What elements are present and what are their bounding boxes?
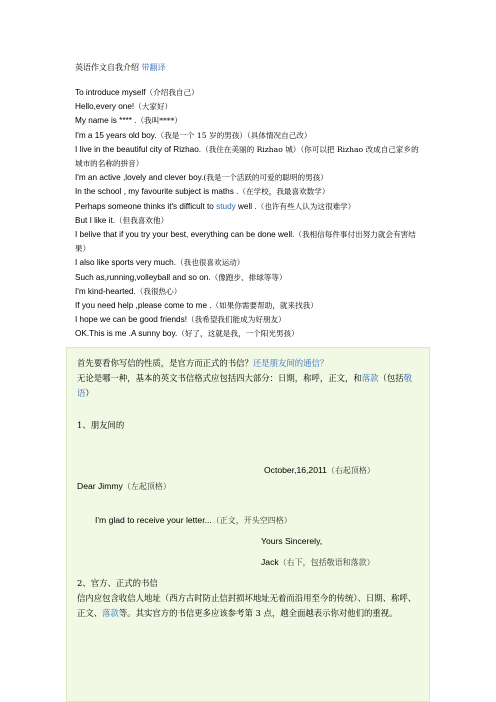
friend-letter-link[interactable]: 还是朋友间的通信？ [252,358,329,368]
line-11: I also like sports very much.（我也很喜欢运动） [75,258,245,268]
line-12: Such as,running,volleyball and so on.（像跑步、排球等等） [75,272,287,282]
closing-link[interactable]: 落款 [361,372,379,383]
section-1-heading: 1、朋友间的 [77,420,125,430]
letter-intro-1: 首先要看你写信的性质，是官方而正式的书信？还是朋友间的通信？ [77,358,329,368]
line-4: I'm a 15 years old boy.（我是一个 15 岁的男孩）（具体情况自己改） [75,130,312,140]
letter-format-content [77,356,421,400]
honorific-link[interactable]: 敬语 [77,372,412,398]
sign-honorific-link[interactable]: 敬语 [326,558,343,567]
line-6: I'm an active ,lovely and clever boy.(我是一个活跃的可爱的聪明的男孩） [75,173,328,183]
section-2-body: 信内应包含收信人地址（西方古时防止信封损坏地址无着而沿用至今的传统）、日期、称呼、正文、落款等。其实官方的书信更多应该参考第 3 点，越全面越表示你对他们的重视。 [77,593,417,618]
letter-date: October,16,2011（右起顶格） [264,465,375,475]
letter-signature: Jack（右下，包括敬语和落款） [261,557,375,567]
line-15: I hope we can be good friends!（我希望我们能成为好朋友） [75,315,286,325]
line-10: I belive that if you try your best, everything can be done well.（我相信每件事付出努力就会有害结果） [75,230,416,254]
s2-closing-link[interactable]: 落款 [102,607,119,618]
line-1: To introduce myself（介绍我自己） [75,88,199,97]
document-title [75,62,166,73]
section-2-heading: 2、官方、正式的书信 [77,578,158,588]
letter-body: I'm glad to receive your letter...（正文，开头空四格） [95,515,292,525]
line-8: Perhaps someone thinks it's difficult to study well .（也许有些人认为这很难学） [75,201,356,211]
letter-format-box [66,347,430,702]
line-5: I live in the beautiful city of Rizhao.（我住在美丽的 Rizhao 城）（你可以把 Rizhao 改成自己家乡的城市的名称的拼音） [75,144,419,169]
title-text: 英语作文自我介绍 [75,63,139,72]
sign-closing-link[interactable]: 落款 [350,558,367,567]
letter-salutation: Dear Jimmy（左起顶格） [77,481,171,491]
line-14: If you need help ,please come to me .（如果你需要帮助，就来找我） [75,301,318,311]
line-13: I'm kind-hearted.（我很热心） [75,286,182,296]
line-3: My name is **** .（我叫****） [75,116,182,126]
letter-intro-2: 无论是哪一种，基本的英文书信格式应包括四大部分：日期，称呼，正文，和落款（包括敬语） [77,372,412,398]
intro-lines [75,86,425,342]
line-7: In the school , my favourite subject is maths .（在学校，我最喜欢数学） [75,187,330,197]
study-link[interactable]: study [216,201,236,211]
line-9: But I like it.（但我喜欢他） [75,215,169,225]
line-2: Hello,every one!（大家好） [75,102,173,112]
title-link[interactable]: 带翻译 [141,63,166,72]
letter-closing: Yours Sincerely, [261,536,323,546]
line-16: OK.This is me .A sunny boy.（好了，这就是我，一个阳光男孩） [75,329,299,339]
